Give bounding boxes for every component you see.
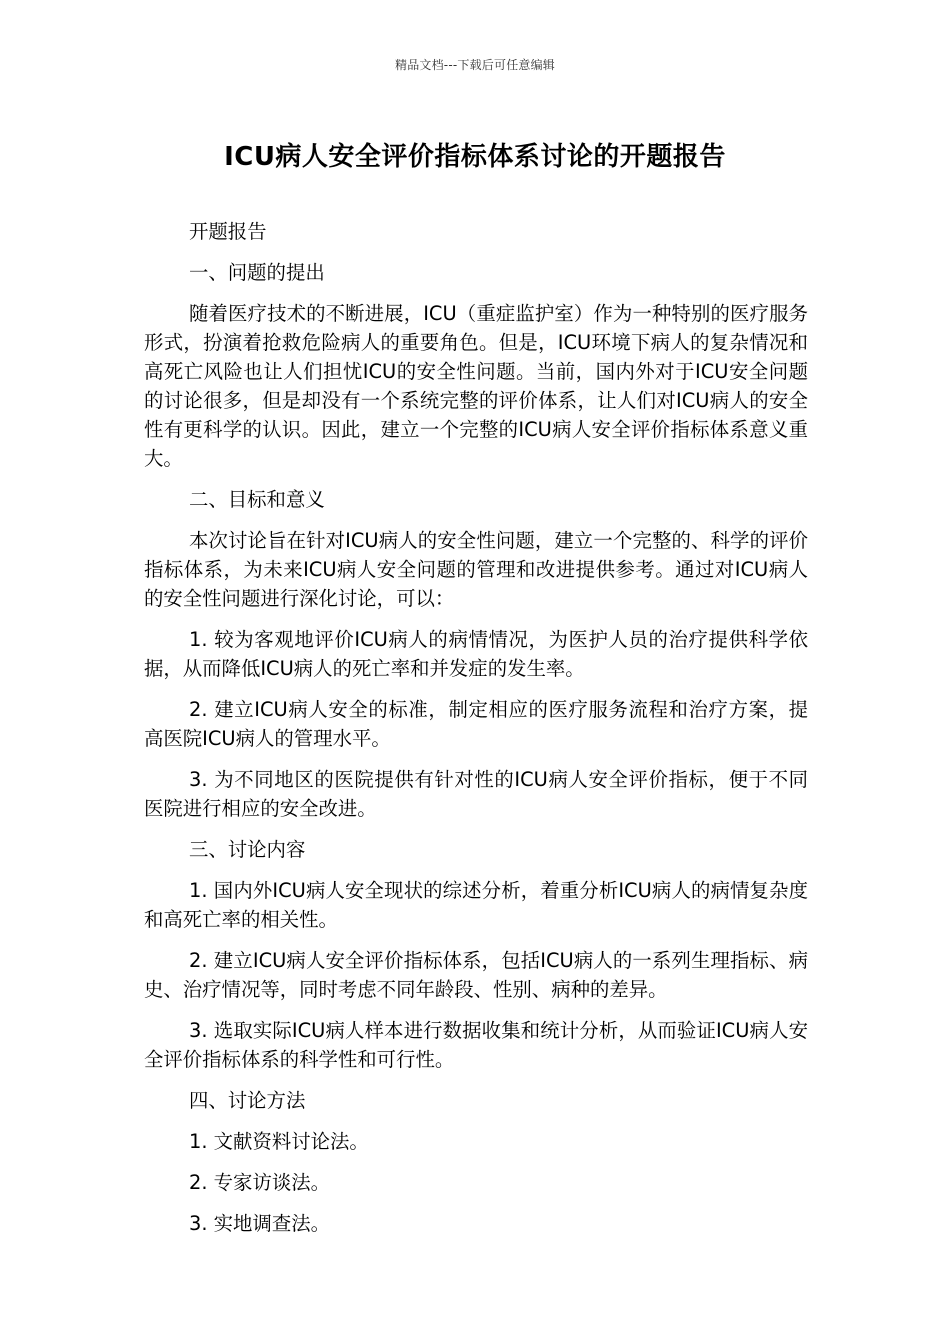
section-label: 开题报告	[189, 220, 267, 243]
document-body	[144, 217, 808, 1250]
list-item: 1. 国内外ICU病人安全现状的综述分析，着重分析ICU病人的病情复杂度和高死亡率的相关性。	[144, 879, 808, 931]
list-item: 1. 较为客观地评价ICU病人的病情情况，为医护人员的治疗提供科学依据，从而降低ICU病人的死亡率和并发症的发生率。	[144, 628, 808, 680]
section-heading: 二、目标和意义	[189, 488, 325, 511]
list-item: 2. 专家访谈法。	[189, 1171, 331, 1194]
body-paragraph: 随着医疗技术的不断进展，ICU（重症监护室）作为一种特别的医疗服务形式，扮演着抢救危险病人的重要角色。但是，ICU环境下病人的复杂情况和高死亡风险也让人们担忧ICU的安全性问题。当前，国内外对于ICU安全问题的讨论很多，但是却没有一个系统完整的评价体系，让人们对ICU病人的安全性有更科学的认识。因此，建立一个完整的ICU病人安全评价指标体系意义重大。	[144, 302, 808, 470]
section-heading: 四、讨论方法	[189, 1089, 306, 1112]
body-paragraph: 本次讨论旨在针对ICU病人的安全性问题，建立一个完整的、科学的评价指标体系，为未来ICU病人安全问题的管理和改进提供参考。通过对ICU病人的安全性问题进行深化讨论，可以：	[144, 529, 808, 610]
document-title: ICU病人安全评价指标体系讨论的开题报告	[224, 142, 726, 172]
list-item: 2. 建立ICU病人安全评价指标体系，包括ICU病人的一系列生理指标、病史、治疗情况等，同时考虑不同年龄段、性别、病种的差异。	[144, 949, 808, 1001]
section-heading: 一、问题的提出	[189, 261, 325, 284]
list-item: 3. 为不同地区的医院提供有针对性的ICU病人安全评价指标，便于不同医院进行相应的安全改进。	[144, 768, 808, 820]
list-item: 3. 选取实际ICU病人样本进行数据收集和统计分析，从而验证ICU病人安全评价指标体系的科学性和可行性。	[144, 1019, 808, 1071]
list-item: 3. 实地调查法。	[189, 1212, 331, 1235]
section-heading: 三、讨论内容	[189, 838, 306, 861]
list-item: 1. 文献资料讨论法。	[189, 1130, 369, 1153]
header-note: 精品文档---下载后可任意编辑	[395, 58, 555, 72]
list-item: 2. 建立ICU病人安全的标准，制定相应的医疗服务流程和治疗方案，提高医院ICU病人的管理水平。	[144, 698, 808, 750]
